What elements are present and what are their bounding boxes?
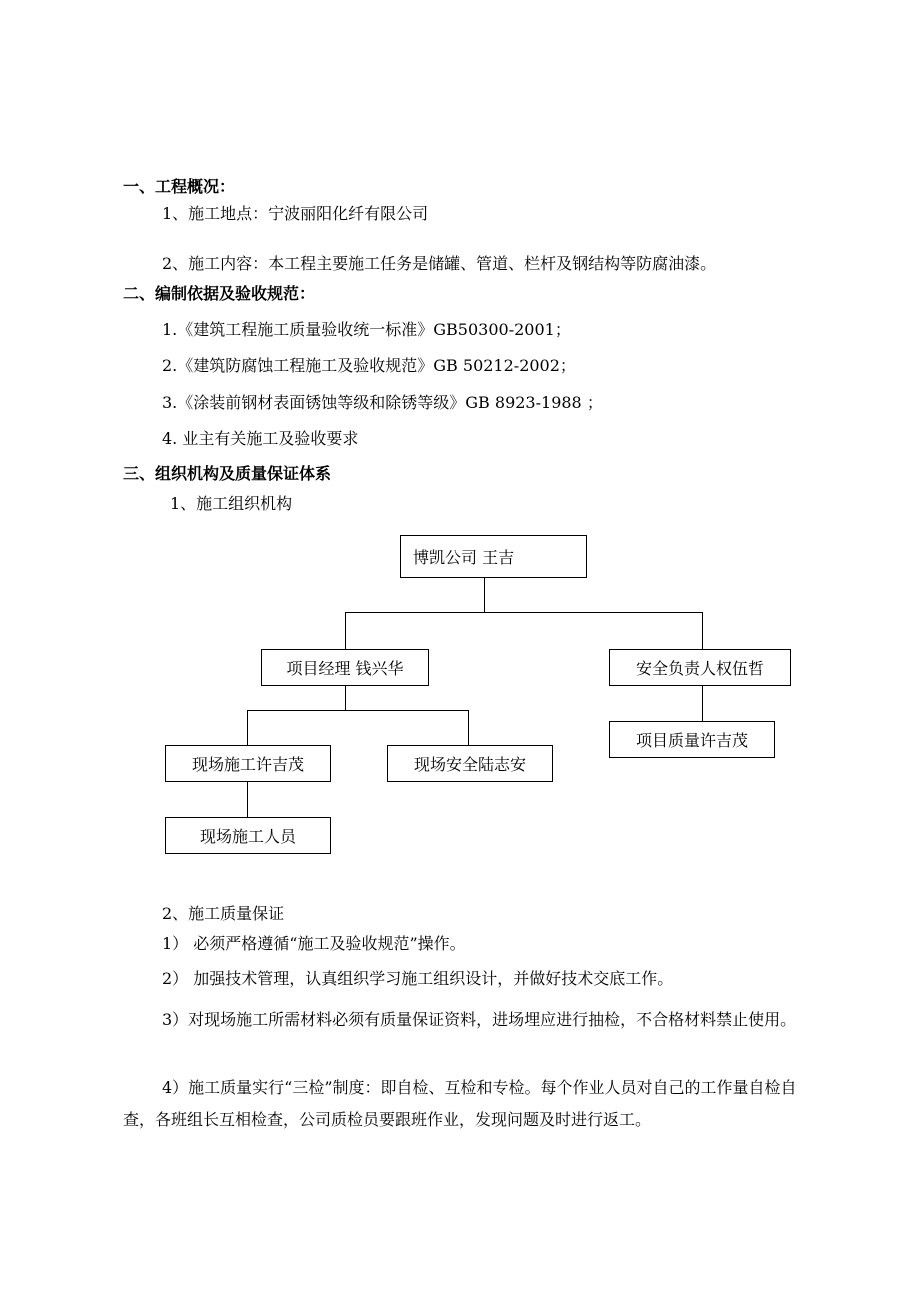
org-box-project-manager-label: 项目经理 钱兴华 [286,659,404,678]
overview-item-location: 1、施工地点：宁波丽阳化纤有限公司 [162,204,429,223]
org-box-company [400,535,587,578]
org-box-site-safety-label: 现场安全陆志安 [413,755,526,774]
basis-item-2: 2.《建筑防腐蚀工程施工及验收规范》GB 50212-2002； [162,356,576,375]
connector-pm [345,612,346,649]
org-box-site-safety [387,745,553,782]
org-box-site-workers-label: 现场施工人员 [199,827,296,846]
connector-site-construction [247,710,248,745]
quality-caption: 2、施工质量保证 [162,904,285,923]
overview-item-content: 2、施工内容：本工程主要施工任务是储罐、管道、栏杆及钢结构等防腐油漆。 [162,254,717,273]
org-box-company-label: 博凯公司 王吉 [413,548,515,567]
org-box-site-construction-label: 现场施工许吉茂 [191,755,304,774]
basis-item-4: 4. 业主有关施工及验收要求 [162,429,359,448]
connector-quality [702,685,703,721]
org-box-quality-label: 项目质量许吉茂 [635,731,748,750]
connector-site-workers [247,781,248,817]
org-chart-caption: 1、施工组织机构 [170,494,293,513]
org-box-quality [609,721,775,758]
org-box-safety-head [609,649,791,686]
quality-point-4: 4）施工质量实行“三检”制度：即自检、互检和专检。每个作业人员对自己的工作量自检自查，各班组长互相检查，公司质检员要跟班作业，发现问题及时进行返工。 [123,1078,797,1129]
basis-item-1: 1.《建筑工程施工质量验收统一标准》GB50300-2001； [162,320,571,339]
quality-point-2: 2） 加强技术管理，认真组织学习施工组织设计，并做好技术交底工作。 [162,969,674,988]
section-heading-organization: 三、组织机构及质量保证体系 [123,464,332,483]
connector-level2 [247,710,469,711]
connector-site-safety [468,710,469,745]
connector-pm-down [345,685,346,710]
org-box-safety-head-label: 安全负责人权伍哲 [635,659,764,678]
org-box-project-manager [261,649,429,686]
quality-point-1: 1） 必须严格遵循“施工及验收规范”操作。 [162,934,466,953]
quality-point-3: 3）对现场施工所需材料必须有质量保证资料，进场埋应进行抽检，不合格材料禁止使用。 [162,1010,797,1029]
basis-item-3: 3.《涂装前钢材表面锈蚀等级和除锈等级》GB 8923-1988 ； [162,393,603,412]
connector-level1 [345,612,703,613]
section-heading-basis: 二、编制依据及验收规范： [123,284,316,303]
connector-top [484,577,485,612]
section-heading-overview: 一、工程概况： [123,177,236,196]
org-box-site-workers [165,817,331,854]
org-box-site-construction [165,745,331,782]
connector-safety-head [702,612,703,649]
